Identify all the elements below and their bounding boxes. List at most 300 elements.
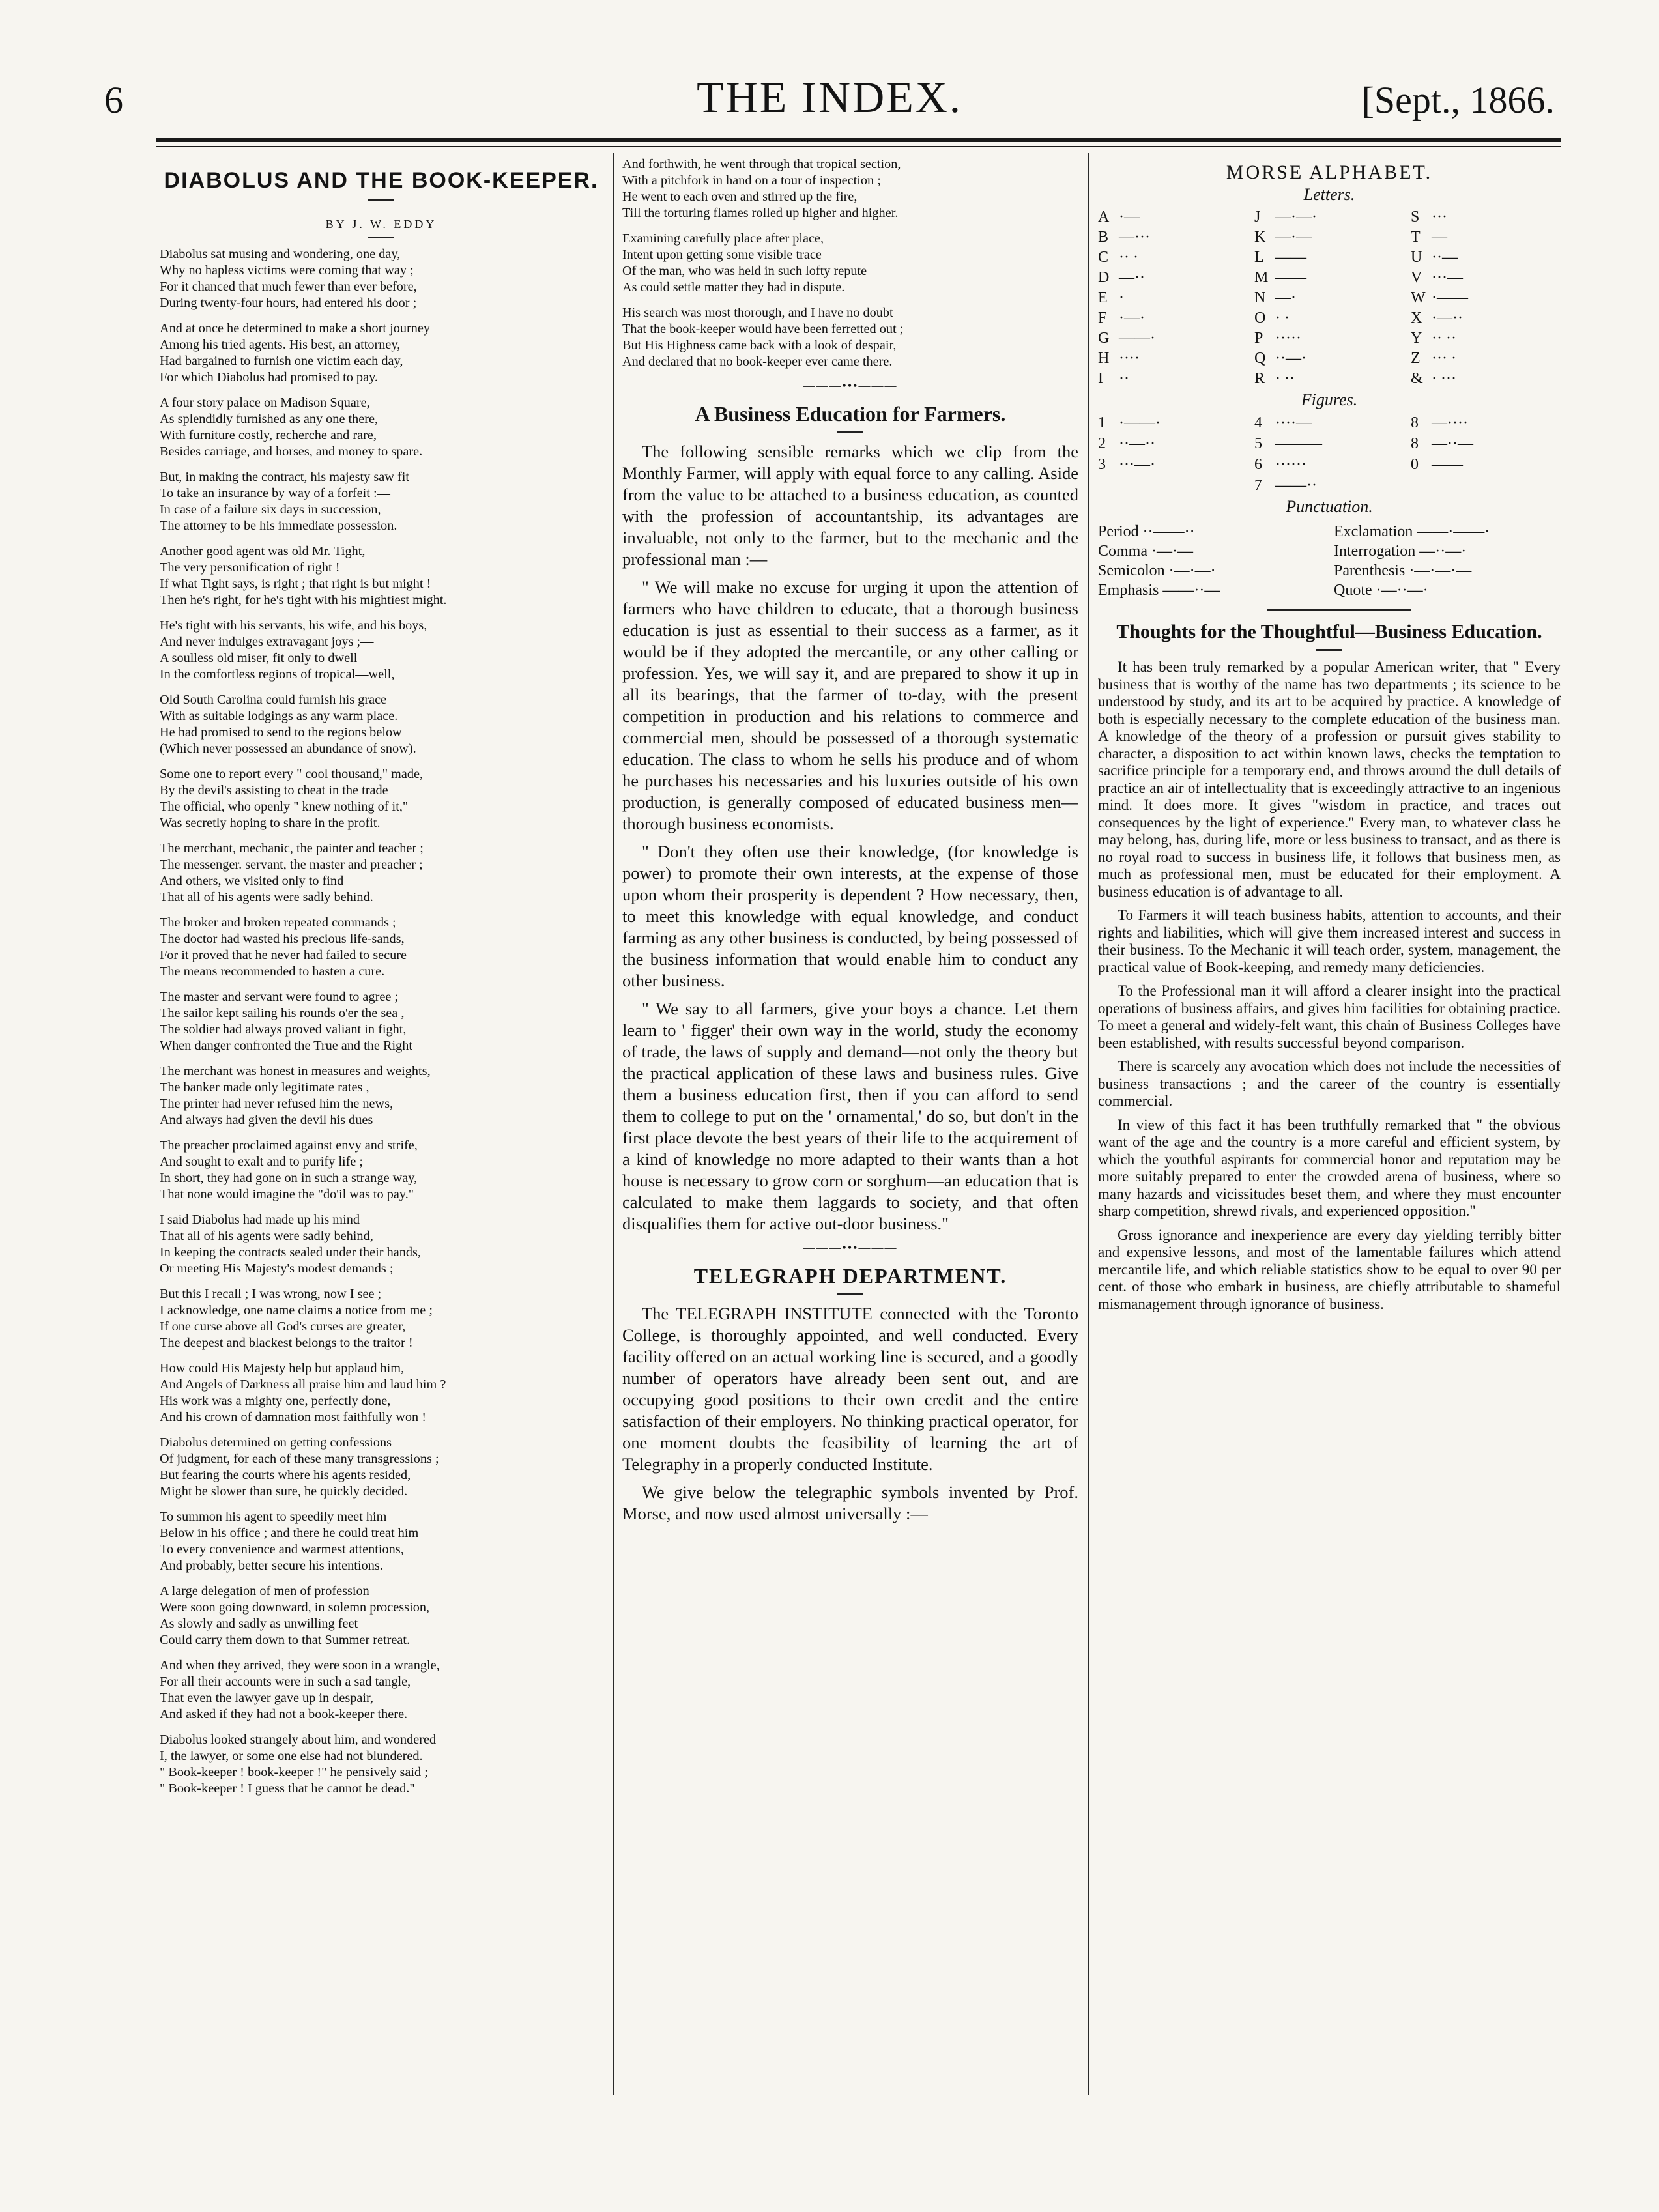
poem-line: Might be slower than sure, he quickly decided.: [160, 1484, 408, 1499]
morse-letter-code: ·: [1119, 289, 1124, 306]
poem-stanza: [622, 231, 1078, 296]
poem-stanza: [160, 469, 603, 534]
morse-punctuation: [1334, 561, 1561, 581]
morse-figure-code: ———: [1275, 435, 1322, 452]
morse-letter: [1254, 227, 1404, 248]
morse-figure-symbol: 1: [1098, 414, 1106, 431]
ornament-divider: ———•••———: [803, 379, 898, 392]
poem-line: " Book-keeper ! I guess that he cannot be dead.": [160, 1781, 415, 1796]
morse-letter-symbol: A: [1098, 208, 1110, 225]
morse-letter: [1098, 369, 1248, 389]
thoughts-body: [1098, 659, 1561, 1313]
byline-dash: [368, 237, 394, 238]
poem-line: For it chanced that much fewer than ever before,: [160, 280, 417, 294]
poem-line: Diabolus determined on getting confessions: [160, 1435, 392, 1450]
poem-line: Below in his office ; and there he could treat him: [160, 1526, 419, 1540]
punctuation-code: —··—·: [1419, 543, 1467, 560]
poem-line: He had promised to send to the regions below: [160, 725, 402, 740]
poem-line: The preacher proclaimed against envy and strife,: [160, 1138, 418, 1153]
poem-line: In case of a failure six days in succession,: [160, 502, 381, 517]
poem-line: Examining carefully place after place,: [622, 231, 824, 246]
morse-figure-symbol: 7: [1254, 477, 1262, 494]
morse-figure: [1254, 475, 1404, 496]
morse-figure: [1254, 412, 1404, 433]
morse-letter-symbol: U: [1411, 249, 1422, 266]
morse-letter-code: ——: [1275, 249, 1306, 266]
morse-letters-label: Letters.: [1303, 185, 1355, 204]
masthead-rule: [156, 138, 1561, 142]
morse-letter: [1254, 308, 1404, 328]
poem-line: To every convenience and warmest attentions,: [160, 1542, 404, 1557]
paragraph: Gross ignorance and inexperience are every day yielding terribly bitter and expensive lessons, and most of the lamentable failures which attend mercantile life, and which reliable statistics show to be equal to over 90 per cent. of those who embark in business, are chiefly attributable to shameful mismanagement through ignorance of business.: [1098, 1226, 1561, 1312]
poem-line: With a pitchfork in hand on a tour of inspection ;: [622, 173, 881, 188]
poem-line: With as suitable lodgings as any warm place.: [160, 709, 398, 723]
morse-figure: [1254, 433, 1404, 454]
morse-letter-symbol: G: [1098, 330, 1110, 347]
morse-letter: [1411, 308, 1561, 328]
telegraph-heading: TELEGRAPH DEPARTMENT.: [693, 1264, 1007, 1287]
poem-line: In keeping the contracts sealed under their hands,: [160, 1245, 421, 1259]
poem-line: His work was a mighty one, perfectly done,: [160, 1394, 391, 1408]
morse-letter-code: —·: [1275, 289, 1296, 306]
poem-line: With furniture costly, recherche and rare,: [160, 428, 377, 442]
punctuation-code: ——··—: [1162, 582, 1220, 599]
poem-line: To summon his agent to speedily meet him: [160, 1510, 387, 1524]
morse-letter-code: ·· ·: [1119, 249, 1138, 266]
morse-letter-symbol: R: [1254, 370, 1265, 387]
poem-line: (Which never possessed an abundance of snow).: [160, 741, 416, 756]
poem-line: That the book-keeper would have been ferretted out ;: [622, 322, 904, 336]
morse-letter-code: ··: [1119, 370, 1129, 387]
morse-letter: [1098, 227, 1248, 248]
poem-line: Or meeting His Majesty's modest demands ;: [160, 1261, 394, 1276]
morse-figure-symbol: 6: [1254, 456, 1262, 473]
poem-line: How could His Majesty help but applaud him,: [160, 1361, 405, 1375]
poem-line: But fearing the courts where his agents resided,: [160, 1468, 411, 1482]
morse-figure: [1411, 475, 1561, 496]
morse-letter-code: · ··: [1275, 370, 1295, 387]
morse-letter-code: ——·: [1119, 330, 1155, 347]
morse-letter: [1411, 288, 1561, 308]
poem-stanza: [160, 1286, 603, 1351]
morse-letter-symbol: X: [1411, 309, 1422, 326]
morse-punctuation: [1098, 561, 1325, 581]
poem-line: And probably, better secure his intentions.: [160, 1558, 383, 1573]
poem-line: That none would imagine the "do'il was to pay.": [160, 1187, 414, 1201]
punctuation-name: Period: [1098, 523, 1139, 540]
poem-stanza: [160, 321, 603, 386]
poem-body-continued: [622, 156, 1078, 370]
poem-stanza: [160, 1063, 603, 1128]
morse-letter-code: ·—··: [1432, 309, 1463, 326]
business-education-body: [622, 441, 1078, 1235]
poem-line: The master and servant were found to agree ;: [160, 990, 399, 1004]
poem-stanza: [160, 915, 603, 980]
poem-line: And his crown of damnation most faithfully won !: [160, 1410, 426, 1424]
punctuation-name: Exclamation: [1334, 523, 1413, 540]
title-dash: [368, 199, 394, 201]
poem-stanza: [160, 246, 603, 311]
poem-stanza: [160, 989, 603, 1054]
morse-letter-symbol: B: [1098, 229, 1109, 246]
morse-letter: [1098, 288, 1248, 308]
poem-line: And when they arrived, they were soon in a wrangle,: [160, 1658, 440, 1673]
poem-line: But, in making the contract, his majesty saw fit: [160, 470, 410, 484]
morse-figure-code: ··—··: [1119, 435, 1155, 452]
morse-letter: [1254, 349, 1404, 369]
morse-punctuation: [1334, 581, 1561, 600]
morse-letter-code: —: [1432, 229, 1447, 246]
morse-letter-code: ···—: [1432, 269, 1463, 286]
paragraph: In view of this fact it has been truthfully remarked that " the obvious want of the age and the country is a more careful and efficient system, by which the youthful aspirants for commercial honor and reputation may be more suitably prepared to enter the crowded arena of business, where so many hazards and vicissitudes beset them, and where they must encounter sharp competition, shrewd rivals, and experienced opposition.": [1098, 1116, 1561, 1219]
paragraph: To the Professional man it will afford a clearer insight into the practical operations of business affairs, and gives him facilities for obtaining practice. To meet a general and widely-felt want, this chain of Business Colleges have been established, with results successful beyond comparison.: [1098, 983, 1561, 1051]
punctuation-name: Quote: [1334, 582, 1372, 599]
punctuation-name: Comma: [1098, 543, 1147, 560]
poem-line: And Angels of Darkness all praise him and laud him ?: [160, 1377, 446, 1392]
morse-figure-symbol: 0: [1411, 456, 1419, 473]
newspaper-title: THE INDEX.: [697, 72, 962, 122]
punctuation-name: Parenthesis: [1334, 562, 1406, 579]
morse-letter: [1098, 328, 1248, 349]
poem-body: [160, 246, 603, 1797]
morse-figure-code: ···—·: [1119, 456, 1155, 473]
morse-letter-code: —···: [1119, 229, 1150, 246]
morse-letter-code: ——: [1275, 269, 1306, 286]
paragraph: There is scarcely any avocation which does not include the necessities of business transactions ; and the career of the country is essentially commercial.: [1098, 1058, 1561, 1109]
paragraph: We give below the telegraphic symbols invented by Prof. Morse, and now used almost universally :—: [622, 1482, 1078, 1523]
poem-line: By the devil's assisting to cheat in the trade: [160, 783, 388, 797]
thoughts-heading: Thoughts for the Thoughtful—Business Education.: [1116, 621, 1542, 642]
poem-line: If one curse above all God's curses are greater,: [160, 1319, 406, 1334]
poem-line: I said Diabolus had made up his mind: [160, 1213, 360, 1227]
poem-line: For which Diabolus had promised to pay.: [160, 370, 378, 384]
morse-letter-code: ··—·: [1275, 350, 1306, 367]
poem-stanza: [160, 1583, 603, 1648]
poem-stanza: [160, 1138, 603, 1203]
morse-figure-symbol: 3: [1098, 456, 1106, 473]
poem-stanza: [160, 1360, 603, 1426]
poem-line: The means recommended to hasten a cure.: [160, 964, 385, 979]
poem-stanza: [160, 840, 603, 906]
poem-stanza: [160, 692, 603, 757]
morse-letter-symbol: V: [1411, 269, 1422, 286]
poem-line: A four story palace on Madison Square,: [160, 395, 370, 410]
paragraph: To Farmers it will teach business habits, attention to accounts, and their rights and liabilities, which will give them increased interest and success in their business. To the Mechanic it will teach order, system, management, the practical value of Book-keeping, and remedy many deficiencies.: [1098, 907, 1561, 975]
punctuation-code: ·—··—·: [1376, 582, 1428, 599]
poem-line: The merchant, mechanic, the painter and teacher ;: [160, 841, 424, 855]
morse-letter: [1254, 328, 1404, 349]
punctuation-code: ·—·—: [1151, 543, 1193, 560]
paragraph: It has been truly remarked by a popular American writer, that " Every business that is worthy of the name has two departments ; its science to be understood by study, and its art to be acquired by practice. A knowledge of both is especially necessary to the complete education of the business man. A knowledge of the theory of a profession or pursuit gives stability to character, a disposition to act within known laws, checks the temptation to sacrifice principle for a temporary end, and throws around the dull details of practice an air of intellectuality that is exceedingly attractive to an ingenious mind. It does more. It gives "wisdom in practice, and traces out consequences by the light of experience." Every man, to whatever class he may belong, has, during life, more or less business to transact, and as there is no royal road to success in business life, it follows that business men, as much as professional men, must be educated for their employment. A business education is of advantage to all.: [1098, 659, 1561, 900]
morse-letter: [1411, 268, 1561, 288]
morse-figures-table: [1098, 412, 1561, 496]
poem-line: " Book-keeper ! book-keeper !" he pensively said ;: [160, 1765, 428, 1779]
morse-figure-symbol: 2: [1098, 435, 1106, 452]
poem-line: During twenty-four hours, had entered his door ;: [160, 296, 417, 310]
poem-stanza: [160, 1732, 603, 1797]
morse-punctuation-label: Punctuation.: [1286, 497, 1373, 516]
poem-line: Was secretly hoping to share in the profit.: [160, 816, 381, 830]
paragraph: The TELEGRAPH INSTITUTE connected with the Toronto College, is thoroughly appointed, and well conducted. Every facility offered on an actual working line is secured, and a goodly number of operators have already been sent out, and are occupying good positions to their own credit and the entire satisfaction of their employers. No thinking practical operator, for one moment doubts the feasibility of learning the art of Telegraphy in a properly conducted Institute.: [622, 1304, 1078, 1474]
poem-line: Besides carriage, and horses, and money to spare.: [160, 444, 423, 459]
poem-line: Had bargained to furnish one victim each day,: [160, 354, 403, 368]
morse-title: MORSE ALPHABET.: [1226, 162, 1433, 183]
paragraph: The following sensible remarks which we clip from the Monthly Farmer, will apply with equal force to any calling. Aside from the value to be attached to a business education, as counted with the profession of accountantship, its advantages are invaluable, not only to the farmer, but to the mechanic and the professional man :—: [622, 442, 1078, 569]
morse-letter: [1411, 227, 1561, 248]
morse-letter-symbol: &: [1411, 370, 1423, 387]
telegraph-body: [622, 1303, 1078, 1525]
poem-line: Old South Carolina could furnish his grace: [160, 693, 387, 707]
poem-line: He's tight with his servants, his wife, and his boys,: [160, 618, 427, 633]
morse-letter-code: ·—·: [1119, 309, 1145, 326]
poem-line: As splendidly furnished as any one there,: [160, 412, 379, 426]
poem-line: When danger confronted the True and the Right: [160, 1039, 413, 1053]
poem-line: The soldier had always proved valiant in fight,: [160, 1022, 407, 1037]
morse-letter-code: ·····: [1275, 330, 1301, 347]
poem-line: The official, who openly " knew nothing of it,": [160, 799, 409, 814]
ornament-divider: ———•••———: [803, 1241, 898, 1254]
punctuation-name: Interrogation: [1334, 543, 1416, 560]
punctuation-name: Emphasis: [1098, 582, 1159, 599]
morse-letter: [1098, 349, 1248, 369]
morse-letter: [1098, 308, 1248, 328]
morse-punctuation: [1098, 522, 1325, 541]
morse-figure-symbol: 8: [1411, 414, 1419, 431]
business-education-heading: A Business Education for Farmers.: [695, 402, 1006, 425]
morse-punctuation-table: [1098, 522, 1561, 600]
poem-line: For all their accounts were in such a sad tangle,: [160, 1674, 411, 1689]
poem-line: The merchant was honest in measures and weights,: [160, 1064, 431, 1078]
poem-line: Diabolus sat musing and wondering, one day,: [160, 247, 401, 261]
punctuation-code: ——·——·: [1417, 523, 1490, 540]
punctuation-code: ·—·—·—: [1409, 562, 1472, 579]
poem-line: The deepest and blackest belongs to the traitor !: [160, 1336, 413, 1350]
poem-title: DIABOLUS AND THE BOOK-KEEPER.: [164, 168, 599, 193]
morse-figure: [1411, 412, 1561, 433]
poem-line: That all of his agents were sadly behind.: [160, 890, 373, 904]
morse-letter-code: ·· ··: [1432, 330, 1456, 347]
punctuation-name: Semicolon: [1098, 562, 1165, 579]
morse-letter: [1254, 288, 1404, 308]
poem-line: Intent upon getting some visible trace: [622, 248, 822, 262]
poem-line: The doctor had wasted his precious life-sands,: [160, 932, 405, 946]
morse-letter: [1098, 248, 1248, 268]
poem-stanza: [160, 395, 603, 460]
morse-letter-symbol: Y: [1411, 330, 1422, 347]
column-1: [160, 156, 603, 2114]
column-divider: [613, 153, 614, 2095]
morse-figure-symbol: 8: [1411, 435, 1419, 452]
morse-punctuation: [1098, 541, 1325, 561]
morse-letter-symbol: C: [1098, 249, 1109, 266]
morse-punctuation: [1334, 522, 1561, 541]
poem-line: And declared that no book-keeper ever came there.: [622, 354, 893, 369]
morse-letter-symbol: E: [1098, 289, 1108, 306]
morse-letter: [1411, 328, 1561, 349]
morse-letter-symbol: W: [1411, 289, 1426, 306]
poem-line: But His Highness came back with a look of despair,: [622, 338, 897, 352]
morse-figure-symbol: 5: [1254, 435, 1262, 452]
morse-figure-code: ······: [1275, 456, 1306, 473]
morse-letter-symbol: N: [1254, 289, 1266, 306]
poem-line: And sought to exalt and to purify life ;: [160, 1155, 364, 1169]
poem-line: Of the man, who was held in such lofty repute: [622, 264, 867, 278]
morse-letter-symbol: Z: [1411, 350, 1421, 367]
poem-line: And at once he determined to make a short journey: [160, 321, 431, 336]
morse-letter: [1411, 349, 1561, 369]
morse-letter-symbol: T: [1411, 229, 1421, 246]
heading-dash: [837, 1293, 863, 1295]
poem-line: And forthwith, he went through that tropical section,: [622, 157, 901, 171]
poem-line: He went to each oven and stirred up the fire,: [622, 190, 858, 204]
poem-line: And asked if they had not a book-keeper there.: [160, 1707, 408, 1721]
poem-line: I, the lawyer, or some one else had not blundered.: [160, 1749, 423, 1763]
poem-line: And others, we visited only to find: [160, 874, 344, 888]
poem-line: I acknowledge, one name claims a notice from me ;: [160, 1303, 433, 1317]
poem-line: His search was most thorough, and I have no doubt: [622, 306, 893, 320]
poem-line: The very personification of right !: [160, 560, 340, 575]
poem-line: Were soon going downward, in solemn procession,: [160, 1600, 430, 1615]
morse-letter-code: ····: [1119, 350, 1140, 367]
morse-letter: [1411, 369, 1561, 389]
morse-letter-code: · ···: [1432, 370, 1456, 387]
poem-line: A large delegation of men of profession: [160, 1584, 369, 1598]
punctuation-code: ··——··: [1142, 523, 1195, 540]
poem-line: Diabolus looked strangely about him, and wondered: [160, 1732, 437, 1747]
morse-figure: [1411, 454, 1561, 475]
morse-letter-symbol: H: [1098, 350, 1110, 367]
morse-figure-code: —····: [1432, 414, 1468, 431]
morse-letter-symbol: M: [1254, 269, 1269, 286]
morse-letter-code: ··—: [1432, 249, 1458, 266]
morse-letter-symbol: I: [1098, 370, 1103, 387]
punctuation-code: ·—·—·: [1168, 562, 1216, 579]
poem-line: Among his tried agents. His best, an attorney,: [160, 338, 401, 352]
morse-letter-code: ··· ·: [1432, 350, 1456, 367]
morse-figure-code: ——: [1432, 456, 1463, 473]
morse-figures-label: Figures.: [1301, 390, 1358, 409]
poem-line: The attorney to be his immediate possession.: [160, 519, 397, 533]
column-3: [1098, 156, 1561, 2114]
morse-letter-symbol: P: [1254, 330, 1263, 347]
poem-line: A soulless old miser, fit only to dwell: [160, 651, 358, 665]
morse-figure: [1098, 475, 1248, 496]
poem-line: The messenger. servant, the master and preacher ;: [160, 857, 423, 872]
poem-line: And always had given the devil his dues: [160, 1113, 373, 1127]
morse-letter-code: ·—: [1119, 208, 1140, 225]
poem-stanza: [160, 1509, 603, 1574]
masthead: [104, 72, 1555, 130]
morse-punctuation: [1098, 581, 1325, 600]
section-rule: [1267, 609, 1411, 611]
poem-line: If what Tight says, is right ; that right is but might !: [160, 577, 431, 591]
column-2: [622, 156, 1078, 2114]
poem-stanza: [160, 766, 603, 831]
poem-line: As slowly and sadly as unwilling feet: [160, 1616, 358, 1631]
morse-letter-code: ···: [1432, 208, 1447, 225]
morse-letters-table: [1098, 207, 1561, 389]
poem-line: As could settle matter they had in dispute.: [622, 280, 845, 294]
poem-stanza: [160, 618, 603, 683]
poem-line: The printer had never refused him the news,: [160, 1097, 394, 1111]
morse-letter-symbol: Q: [1254, 350, 1266, 367]
poem-line: Of judgment, for each of these many transgressions ;: [160, 1452, 439, 1466]
morse-letter: [1411, 248, 1561, 268]
morse-letter-symbol: J: [1254, 208, 1261, 225]
poem-stanza: [622, 305, 1078, 370]
poem-line: That even the lawyer gave up in despair,: [160, 1691, 374, 1705]
morse-letter-code: —·—: [1275, 229, 1312, 246]
morse-letter: [1098, 268, 1248, 288]
poem-line: In short, they had gone on in such a strange way,: [160, 1171, 418, 1185]
poem-line: Another good agent was old Mr. Tight,: [160, 544, 366, 558]
poem-line: Could carry them down to that Summer retreat.: [160, 1633, 411, 1647]
page-number: 6: [104, 79, 123, 121]
paragraph: " We say to all farmers, give your boys a chance. Let them learn to ' figger' their own way in the world, study the economy of trade, the laws of supply and demand—not only the theory but the practical application of these laws and business rules. Give them a business education first, then if you can afford to send them to college to put on the ' ornamental,' do so, but don't in the first place devote the best years of their life to the acquirement of a kind of knowledge no more adapted to their wants than a hot house is necessary to grow corn or sorghum—an education that is calculated to make them laggards to society, and that often disqualifies them for active out-door business.": [622, 999, 1078, 1233]
column-divider: [1088, 153, 1089, 2095]
poem-line: To take an insurance by way of a forfeit :—: [160, 486, 390, 500]
issue-date: [Sept., 1866.: [1361, 79, 1555, 121]
morse-letter: [1254, 248, 1404, 268]
poem-line: And never indulges extravagant joys ;—: [160, 635, 374, 649]
paragraph: " We will make no excuse for urging it upon the attention of farmers who have children to educate, that a thorough business education is just as essential to their success as a farmer, as it would be if they adopted the mercantile, or any other calling or profession. Yes, we will say it, and are prepared to show it up in all its bearings, that the farmer of to-day, with the present competition in production and his relations to commerce and commercial men, should be possessed of a thorough systematic education. The class to whom he sells his produce and of whom he purchases his necessaries and his luxuries outside of his own production, is generally composed of educated business men—thorough business economists.: [622, 577, 1078, 833]
morse-letter-symbol: S: [1411, 208, 1420, 225]
poem-line: The sailor kept sailing his rounds o'er the sea ,: [160, 1006, 405, 1020]
poem-line: Some one to report every " cool thousand," made,: [160, 767, 424, 781]
poem-byline: BY J. W. EDDY: [325, 218, 437, 231]
morse-letter-code: —··: [1119, 269, 1145, 286]
poem-line: The banker made only legitimate rates ,: [160, 1080, 369, 1095]
heading-dash: [1316, 649, 1342, 651]
morse-figure-code: —··—: [1432, 435, 1473, 452]
morse-letter-symbol: F: [1098, 309, 1107, 326]
morse-figure-code: ····—: [1275, 414, 1312, 431]
morse-figure-code: ·——·: [1119, 414, 1161, 431]
morse-figure: [1098, 433, 1248, 454]
morse-letter: [1098, 207, 1248, 227]
poem-stanza: [160, 1658, 603, 1723]
morse-letter-symbol: L: [1254, 249, 1264, 266]
morse-letter: [1411, 207, 1561, 227]
poem-line: The broker and broken repeated commands ;: [160, 915, 396, 930]
poem-stanza: [622, 156, 1078, 222]
poem-stanza: [160, 543, 603, 609]
paragraph: " Don't they often use their knowledge, (for knowledge is power) to promote their own interests, at the expense of those upon whom their prosperity is dependent ? How necessary, then, to meet this knowledge with equal knowledge, and conduct farming as any other business is conducted, by being possessed of the business information that would enable him to conduct any other business.: [622, 842, 1078, 990]
poem-line: But this I recall ; I was wrong, now I see ;: [160, 1287, 382, 1301]
poem-stanza: [160, 1212, 603, 1277]
poem-line: Then he's right, for he's tight with his mightiest might.: [160, 593, 447, 607]
morse-letter-symbol: O: [1254, 309, 1266, 326]
morse-letter: [1254, 268, 1404, 288]
masthead-rule-thin: [156, 146, 1561, 147]
heading-dash: [837, 431, 863, 433]
morse-figure-symbol: 4: [1254, 414, 1262, 431]
morse-letter: [1254, 207, 1404, 227]
poem-line: For it proved that he never had failed to secure: [160, 948, 407, 962]
poem-stanza: [160, 1435, 603, 1500]
morse-figure: [1098, 412, 1248, 433]
morse-figure: [1098, 454, 1248, 475]
poem-line: Till the torturing flames rolled up higher and higher.: [622, 206, 899, 220]
morse-letter-code: —·—·: [1275, 208, 1317, 225]
morse-letter: [1254, 369, 1404, 389]
poem-line: Why no hapless victims were coming that way ;: [160, 263, 414, 278]
morse-punctuation: [1334, 541, 1561, 561]
morse-figure: [1411, 433, 1561, 454]
poem-line: In the comfortless regions of tropical—well,: [160, 667, 395, 682]
morse-figure-code: ——··: [1275, 477, 1317, 494]
morse-letter-symbol: K: [1254, 229, 1266, 246]
